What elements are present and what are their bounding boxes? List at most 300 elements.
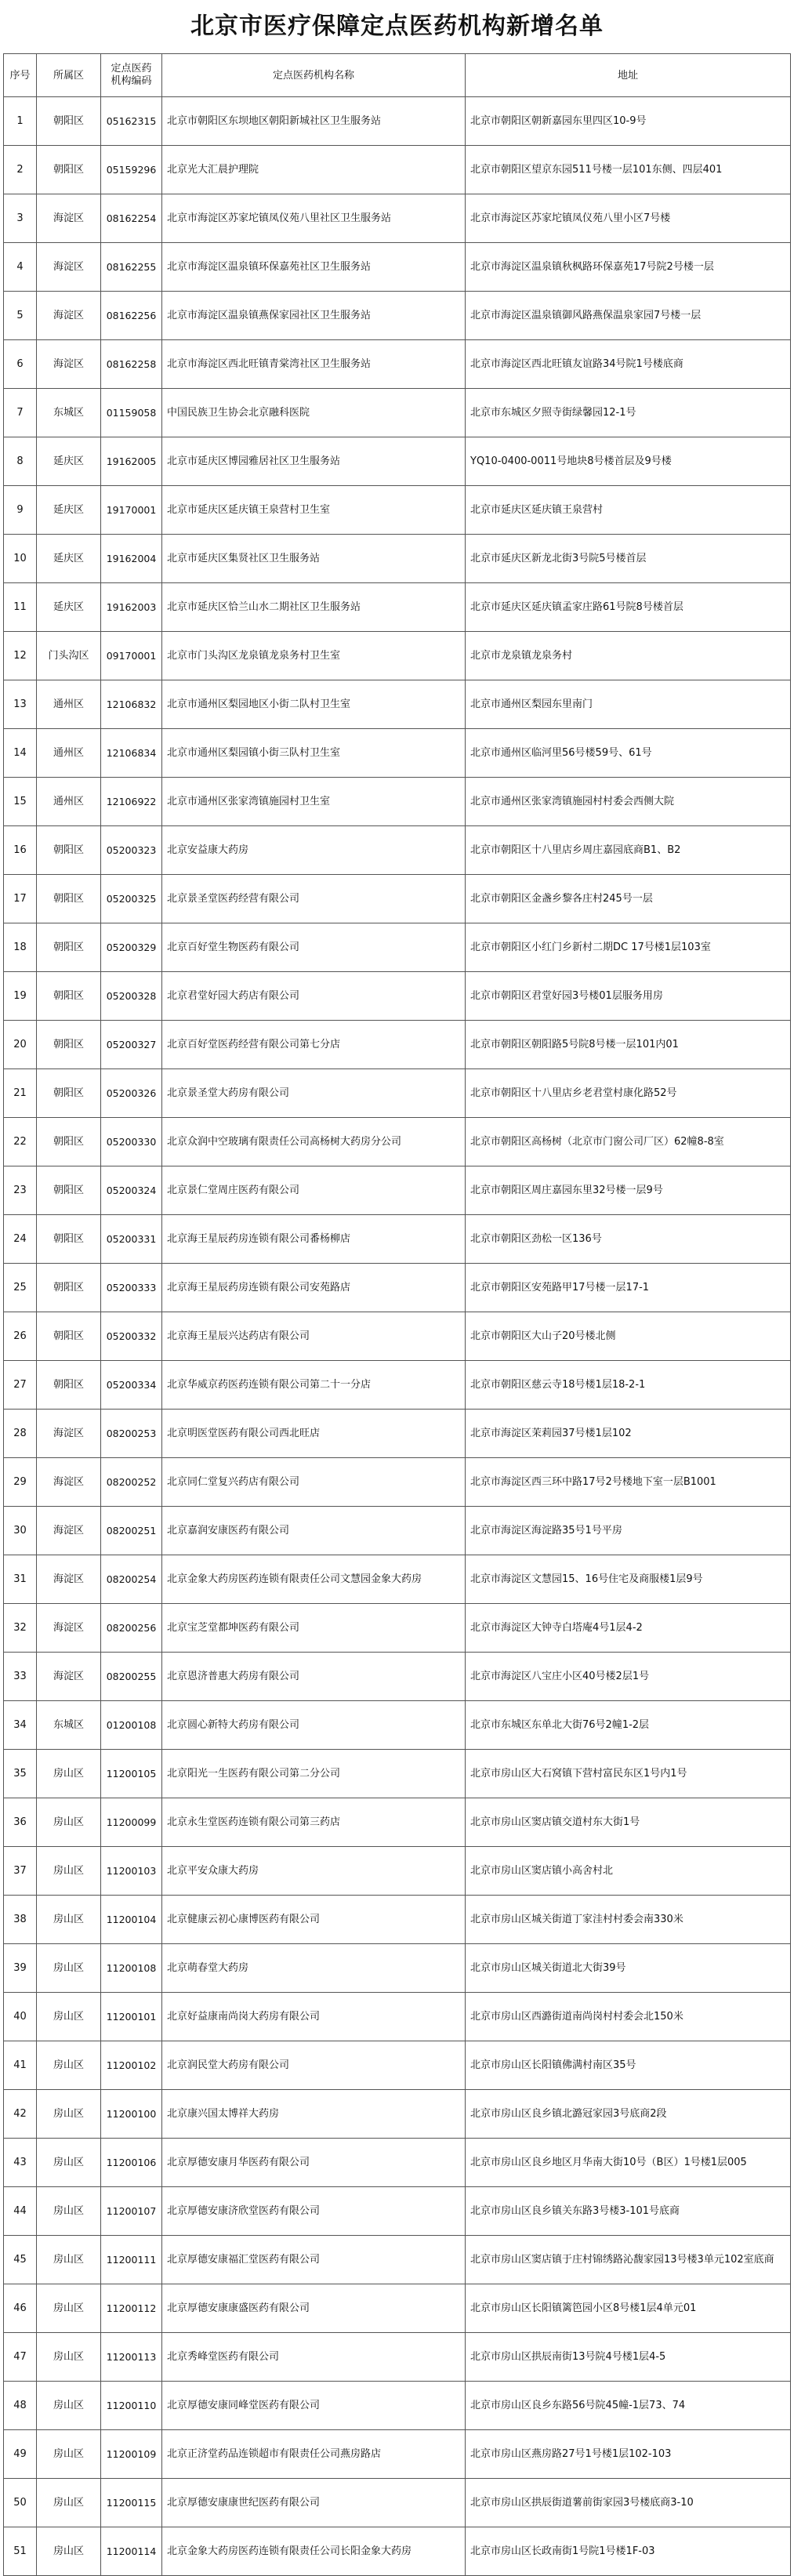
institution-code-cell: 11200106 bbox=[101, 2139, 162, 2187]
table-row bbox=[4, 2090, 791, 2139]
institution-name-cell: 北京市门头沟区龙泉镇龙泉务村卫生室 bbox=[162, 632, 466, 680]
institution-code-cell: 19162003 bbox=[101, 583, 162, 632]
table-body bbox=[4, 97, 791, 2576]
institution-code-cell: 11200115 bbox=[101, 2479, 162, 2527]
table-row bbox=[4, 1361, 791, 1410]
row-number-cell: 49 bbox=[4, 2430, 37, 2479]
institution-name-cell: 北京市朝阳区东坝地区朝阳新城社区卫生服务站 bbox=[162, 97, 466, 146]
row-number-cell: 2 bbox=[4, 146, 37, 194]
table-row bbox=[4, 1069, 791, 1118]
row-number-cell: 38 bbox=[4, 1896, 37, 1944]
institution-code-cell: 05200334 bbox=[101, 1361, 162, 1410]
district-cell: 朝阳区 bbox=[37, 1021, 101, 1069]
district-cell: 房山区 bbox=[37, 1993, 101, 2041]
district-cell: 房山区 bbox=[37, 2139, 101, 2187]
institution-code-cell: 11200113 bbox=[101, 2333, 162, 2382]
address-cell: 北京市朝阳区君堂好园3号楼01层服务用房 bbox=[466, 972, 791, 1021]
address-cell: 北京市房山区城关街道丁家洼村村委会南330米 bbox=[466, 1896, 791, 1944]
district-cell: 房山区 bbox=[37, 2479, 101, 2527]
address-cell: 北京市房山区燕房路27号1号楼1层102-103 bbox=[466, 2430, 791, 2479]
row-number-cell: 9 bbox=[4, 486, 37, 535]
address-cell: 北京市海淀区西北旺镇友谊路34号院1号楼底商 bbox=[466, 340, 791, 389]
district-cell: 朝阳区 bbox=[37, 1361, 101, 1410]
institution-code-cell: 11200099 bbox=[101, 1798, 162, 1847]
institution-code-cell: 08162258 bbox=[101, 340, 162, 389]
header-code bbox=[101, 54, 162, 97]
row-number-cell: 47 bbox=[4, 2333, 37, 2382]
table-row bbox=[4, 292, 791, 340]
district-cell: 东城区 bbox=[37, 389, 101, 437]
table-row bbox=[4, 729, 791, 778]
institution-code-cell: 08200254 bbox=[101, 1555, 162, 1604]
table-row bbox=[4, 972, 791, 1021]
address-cell: 北京市通州区梨园东里南门 bbox=[466, 680, 791, 729]
institution-name-cell: 北京厚德安康福汇堂医药有限公司 bbox=[162, 2236, 466, 2284]
institution-code-cell: 05200323 bbox=[101, 826, 162, 875]
institution-name-cell: 北京众润中空玻璃有限责任公司高杨树大药房分公司 bbox=[162, 1118, 466, 1166]
row-number-cell: 13 bbox=[4, 680, 37, 729]
institution-code-cell: 08162255 bbox=[101, 243, 162, 292]
institution-name-cell: 北京光大汇晨护理院 bbox=[162, 146, 466, 194]
institution-code-cell: 11200112 bbox=[101, 2284, 162, 2333]
table-row bbox=[4, 1215, 791, 1264]
institution-name-cell: 北京萌春堂大药房 bbox=[162, 1944, 466, 1993]
table-row bbox=[4, 632, 791, 680]
district-cell: 朝阳区 bbox=[37, 1166, 101, 1215]
institution-name-cell: 北京市通州区梨园地区小街二队村卫生室 bbox=[162, 680, 466, 729]
address-cell: 北京市房山区良乡地区月华南大街10号（B区）1号楼1层005 bbox=[466, 2139, 791, 2187]
institution-code-cell: 12106832 bbox=[101, 680, 162, 729]
address-cell: 北京市朝阳区慈云寺18号楼1层18-2-1 bbox=[466, 1361, 791, 1410]
district-cell: 通州区 bbox=[37, 778, 101, 826]
institution-code-cell: 11200101 bbox=[101, 1993, 162, 2041]
district-cell: 房山区 bbox=[37, 1896, 101, 1944]
address-cell: 北京市房山区窦店镇于庄村锦绣路沁馥家园13号楼3单元102室底商 bbox=[466, 2236, 791, 2284]
institution-name-cell: 北京金象大药房医药连锁有限责任公司文慧园金象大药房 bbox=[162, 1555, 466, 1604]
institution-name-cell: 北京好益康南尚岗大药房有限公司 bbox=[162, 1993, 466, 2041]
address-cell: 北京市房山区大石窝镇下营村富民东区1号内1号 bbox=[466, 1750, 791, 1798]
district-cell: 房山区 bbox=[37, 1944, 101, 1993]
institution-name-cell: 北京厚德安康月华医药有限公司 bbox=[162, 2139, 466, 2187]
institution-code-cell: 08200256 bbox=[101, 1604, 162, 1653]
address-cell: 北京市朝阳区朝新嘉园东里四区10-9号 bbox=[466, 97, 791, 146]
institution-name-cell: 北京市延庆区延庆镇王泉营村卫生室 bbox=[162, 486, 466, 535]
address-cell: 北京市通州区张家湾镇施园村村委会西侧大院 bbox=[466, 778, 791, 826]
district-cell: 朝阳区 bbox=[37, 972, 101, 1021]
table-row bbox=[4, 1701, 791, 1750]
institution-code-cell: 05200330 bbox=[101, 1118, 162, 1166]
district-cell: 朝阳区 bbox=[37, 875, 101, 923]
institution-code-cell: 05200326 bbox=[101, 1069, 162, 1118]
district-cell: 房山区 bbox=[37, 2333, 101, 2382]
institution-code-cell: 11200110 bbox=[101, 2382, 162, 2430]
institution-name-cell: 北京秀峰堂医药有限公司 bbox=[162, 2333, 466, 2382]
row-number-cell: 36 bbox=[4, 1798, 37, 1847]
row-number-cell: 18 bbox=[4, 923, 37, 972]
row-number-cell: 28 bbox=[4, 1410, 37, 1458]
row-number-cell: 46 bbox=[4, 2284, 37, 2333]
institution-code-cell: 11200105 bbox=[101, 1750, 162, 1798]
institution-name-cell: 北京宝芝堂都坤医药有限公司 bbox=[162, 1604, 466, 1653]
institution-name-cell: 北京嘉润安康医药有限公司 bbox=[162, 1507, 466, 1555]
institution-code-cell: 19170001 bbox=[101, 486, 162, 535]
institution-name-cell: 北京海王星辰药房连锁有限公司番杨柳店 bbox=[162, 1215, 466, 1264]
institution-code-cell: 05200327 bbox=[101, 1021, 162, 1069]
district-cell: 房山区 bbox=[37, 1798, 101, 1847]
table-row bbox=[4, 1410, 791, 1458]
address-cell: 北京市朝阳区大山子20号楼北侧 bbox=[466, 1312, 791, 1361]
row-number-cell: 25 bbox=[4, 1264, 37, 1312]
institution-name-cell: 北京同仁堂复兴药店有限公司 bbox=[162, 1458, 466, 1507]
district-cell: 朝阳区 bbox=[37, 1118, 101, 1166]
address-cell: 北京市朝阳区小红门乡新村二期DC 17号楼1层103室 bbox=[466, 923, 791, 972]
address-cell: 北京市海淀区海淀路35号1号平房 bbox=[466, 1507, 791, 1555]
header-district: 所属区 bbox=[37, 54, 101, 97]
address-cell: 北京市房山区良乡镇关东路3号楼3-101号底商 bbox=[466, 2187, 791, 2236]
table-row bbox=[4, 1458, 791, 1507]
district-cell: 通州区 bbox=[37, 680, 101, 729]
address-cell: 北京市房山区良乡东路56号院45幢-1层73、74 bbox=[466, 2382, 791, 2430]
row-number-cell: 22 bbox=[4, 1118, 37, 1166]
row-number-cell: 5 bbox=[4, 292, 37, 340]
address-cell: 北京市朝阳区周庄嘉园东里32号楼一层9号 bbox=[466, 1166, 791, 1215]
district-cell: 房山区 bbox=[37, 2382, 101, 2430]
institution-code-cell: 11200109 bbox=[101, 2430, 162, 2479]
table-row bbox=[4, 826, 791, 875]
institution-code-cell: 08200251 bbox=[101, 1507, 162, 1555]
row-number-cell: 35 bbox=[4, 1750, 37, 1798]
row-number-cell: 45 bbox=[4, 2236, 37, 2284]
table-row bbox=[4, 243, 791, 292]
address-cell: 北京市房山区窦店镇小高舍村北 bbox=[466, 1847, 791, 1896]
address-cell: 北京市房山区良乡镇北潞冠家园3号底商2段 bbox=[466, 2090, 791, 2139]
address-cell: 北京市房山区长阳镇篱笆园小区8号楼1层4单元01 bbox=[466, 2284, 791, 2333]
district-cell: 通州区 bbox=[37, 729, 101, 778]
address-cell: 北京市海淀区茉莉园37号楼1层102 bbox=[466, 1410, 791, 1458]
institution-code-cell: 11200103 bbox=[101, 1847, 162, 1896]
district-cell: 海淀区 bbox=[37, 1507, 101, 1555]
address-cell: 北京市东城区夕照寺街绿馨园12-1号 bbox=[466, 389, 791, 437]
table-row bbox=[4, 1604, 791, 1653]
institution-name-cell: 北京正济堂药品连锁超市有限责任公司燕房路店 bbox=[162, 2430, 466, 2479]
address-cell: 北京市房山区长阳镇佛满村南区35号 bbox=[466, 2041, 791, 2090]
institution-code-cell: 01159058 bbox=[101, 389, 162, 437]
row-number-cell: 29 bbox=[4, 1458, 37, 1507]
institution-name-cell: 北京市通州区张家湾镇施园村卫生室 bbox=[162, 778, 466, 826]
institution-code-cell: 08162256 bbox=[101, 292, 162, 340]
row-number-cell: 12 bbox=[4, 632, 37, 680]
table-row bbox=[4, 1653, 791, 1701]
institution-code-cell: 05200333 bbox=[101, 1264, 162, 1312]
address-cell: 北京市延庆区新龙北街3号院5号楼首层 bbox=[466, 535, 791, 583]
institution-code-cell: 05200325 bbox=[101, 875, 162, 923]
institution-name-cell: 北京金象大药房医药连锁有限责任公司长阳金象大药房 bbox=[162, 2527, 466, 2576]
address-cell: 北京市朝阳区望京东园511号楼一层101东侧、四层401 bbox=[466, 146, 791, 194]
district-cell: 海淀区 bbox=[37, 1604, 101, 1653]
institution-code-cell: 01200108 bbox=[101, 1701, 162, 1750]
institution-name-cell: 北京海王星辰药房连锁有限公司安苑路店 bbox=[162, 1264, 466, 1312]
district-cell: 海淀区 bbox=[37, 1555, 101, 1604]
district-cell: 海淀区 bbox=[37, 1458, 101, 1507]
address-cell: 北京市房山区城关街道北大街39号 bbox=[466, 1944, 791, 1993]
address-cell: 北京市朝阳区十八里店乡周庄嘉园底商B1、B2 bbox=[466, 826, 791, 875]
row-number-cell: 50 bbox=[4, 2479, 37, 2527]
row-number-cell: 19 bbox=[4, 972, 37, 1021]
header-name: 定点医药机构名称 bbox=[162, 54, 466, 97]
institution-name-cell: 北京景仁堂周庄医药有限公司 bbox=[162, 1166, 466, 1215]
institution-name-cell: 北京明医堂医药有限公司西北旺店 bbox=[162, 1410, 466, 1458]
address-cell: 北京市房山区窦店镇交道村东大街1号 bbox=[466, 1798, 791, 1847]
table-header bbox=[4, 54, 791, 97]
institution-name-cell: 北京恩济普惠大药房有限公司 bbox=[162, 1653, 466, 1701]
district-cell: 海淀区 bbox=[37, 194, 101, 243]
row-number-cell: 31 bbox=[4, 1555, 37, 1604]
institution-name-cell: 北京市延庆区恰兰山水二期社区卫生服务站 bbox=[162, 583, 466, 632]
table-row bbox=[4, 437, 791, 486]
table-row bbox=[4, 2139, 791, 2187]
district-cell: 房山区 bbox=[37, 1750, 101, 1798]
address-cell: 北京市海淀区文慧园15、16号住宅及商服楼1层9号 bbox=[466, 1555, 791, 1604]
table-row bbox=[4, 2041, 791, 2090]
row-number-cell: 17 bbox=[4, 875, 37, 923]
institution-name-cell: 中国民族卫生协会北京融科医院 bbox=[162, 389, 466, 437]
row-number-cell: 40 bbox=[4, 1993, 37, 2041]
district-cell: 海淀区 bbox=[37, 340, 101, 389]
institution-name-cell: 北京健康云初心康博医药有限公司 bbox=[162, 1896, 466, 1944]
document-title: 北京市医疗保障定点医药机构新增名单 bbox=[190, 13, 604, 40]
institution-name-cell: 北京厚德安康康盛医药有限公司 bbox=[162, 2284, 466, 2333]
row-number-cell: 24 bbox=[4, 1215, 37, 1264]
address-cell: 北京市房山区拱辰南街13号院4号楼1层4-5 bbox=[466, 2333, 791, 2382]
institution-code-cell: 11200114 bbox=[101, 2527, 162, 2576]
row-number-cell: 14 bbox=[4, 729, 37, 778]
table-row bbox=[4, 1507, 791, 1555]
table-row bbox=[4, 1264, 791, 1312]
institution-name-cell: 北京安益康大药房 bbox=[162, 826, 466, 875]
row-number-cell: 34 bbox=[4, 1701, 37, 1750]
address-cell: 北京市海淀区大钟寺白塔庵4号1层4-2 bbox=[466, 1604, 791, 1653]
table-row bbox=[4, 486, 791, 535]
district-cell: 海淀区 bbox=[37, 243, 101, 292]
table-row bbox=[4, 2236, 791, 2284]
district-cell: 东城区 bbox=[37, 1701, 101, 1750]
row-number-cell: 16 bbox=[4, 826, 37, 875]
address-cell: 北京市朝阳区金盏乡黎各庄村245号一层 bbox=[466, 875, 791, 923]
table-row bbox=[4, 923, 791, 972]
institution-name-cell: 北京平安众康大药房 bbox=[162, 1847, 466, 1896]
institution-name-cell: 北京百好堂医药经营有限公司第七分店 bbox=[162, 1021, 466, 1069]
institution-name-cell: 北京市海淀区温泉镇燕保家园社区卫生服务站 bbox=[162, 292, 466, 340]
district-cell: 延庆区 bbox=[37, 535, 101, 583]
row-number-cell: 11 bbox=[4, 583, 37, 632]
address-cell: 北京市房山区西潞街道南尚岗村村委会北150米 bbox=[466, 1993, 791, 2041]
institution-name-cell: 北京景圣堂大药房有限公司 bbox=[162, 1069, 466, 1118]
institution-name-cell: 北京华威京药医药连锁有限公司第二十一分店 bbox=[162, 1361, 466, 1410]
institution-name-cell: 北京市海淀区西北旺镇青棠湾社区卫生服务站 bbox=[162, 340, 466, 389]
address-cell: 北京市朝阳区高杨树（北京市门窗公司厂区）62幢8-8室 bbox=[466, 1118, 791, 1166]
district-cell: 房山区 bbox=[37, 2041, 101, 2090]
address-cell: 北京市房山区拱辰街道薯前街家园3号楼底商3-10 bbox=[466, 2479, 791, 2527]
row-number-cell: 8 bbox=[4, 437, 37, 486]
table-row bbox=[4, 1944, 791, 1993]
institution-name-cell: 北京市延庆区博园雅居社区卫生服务站 bbox=[162, 437, 466, 486]
district-cell: 延庆区 bbox=[37, 486, 101, 535]
address-cell: 北京市海淀区西三环中路17号2号楼地下室一层B1001 bbox=[466, 1458, 791, 1507]
institution-code-cell: 11200108 bbox=[101, 1944, 162, 1993]
table-row bbox=[4, 340, 791, 389]
institution-code-cell: 08200253 bbox=[101, 1410, 162, 1458]
table-row bbox=[4, 1750, 791, 1798]
institution-name-cell: 北京厚德安康康世纪医药有限公司 bbox=[162, 2479, 466, 2527]
institution-code-cell: 11200102 bbox=[101, 2041, 162, 2090]
institution-name-cell: 北京阳光一生医药有限公司第二分公司 bbox=[162, 1750, 466, 1798]
institution-code-cell: 12106834 bbox=[101, 729, 162, 778]
table-row bbox=[4, 2382, 791, 2430]
institution-name-cell: 北京康兴国太博祥大药房 bbox=[162, 2090, 466, 2139]
institution-name-cell: 北京厚德安康济欣堂医药有限公司 bbox=[162, 2187, 466, 2236]
institution-code-cell: 08200255 bbox=[101, 1653, 162, 1701]
table-row bbox=[4, 1555, 791, 1604]
address-cell: 北京市朝阳区朝阳路5号院8号楼一层101内01 bbox=[466, 1021, 791, 1069]
table-row bbox=[4, 2284, 791, 2333]
institution-code-cell: 09170001 bbox=[101, 632, 162, 680]
row-number-cell: 43 bbox=[4, 2139, 37, 2187]
table-row bbox=[4, 194, 791, 243]
row-number-cell: 6 bbox=[4, 340, 37, 389]
table-row bbox=[4, 1312, 791, 1361]
row-number-cell: 42 bbox=[4, 2090, 37, 2139]
table-row bbox=[4, 1021, 791, 1069]
row-number-cell: 10 bbox=[4, 535, 37, 583]
institution-name-cell: 北京圆心新特大药房有限公司 bbox=[162, 1701, 466, 1750]
address-cell: 北京市朝阳区安苑路甲17号楼一层17-1 bbox=[466, 1264, 791, 1312]
institution-code-cell: 19162004 bbox=[101, 535, 162, 583]
row-number-cell: 4 bbox=[4, 243, 37, 292]
row-number-cell: 3 bbox=[4, 194, 37, 243]
table-row bbox=[4, 2187, 791, 2236]
institution-code-cell: 05200324 bbox=[101, 1166, 162, 1215]
institution-code-cell: 05200331 bbox=[101, 1215, 162, 1264]
table-row bbox=[4, 1798, 791, 1847]
district-cell: 朝阳区 bbox=[37, 1312, 101, 1361]
institution-code-cell: 05162315 bbox=[101, 97, 162, 146]
row-number-cell: 20 bbox=[4, 1021, 37, 1069]
institution-code-cell: 05159296 bbox=[101, 146, 162, 194]
institution-name-cell: 北京市通州区梨园镇小街三队村卫生室 bbox=[162, 729, 466, 778]
table-row bbox=[4, 1118, 791, 1166]
institution-code-cell: 11200111 bbox=[101, 2236, 162, 2284]
row-number-cell: 51 bbox=[4, 2527, 37, 2576]
table-row bbox=[4, 2479, 791, 2527]
address-cell: 北京市龙泉镇龙泉务村 bbox=[466, 632, 791, 680]
district-cell: 房山区 bbox=[37, 2527, 101, 2576]
institution-code-cell: 05200328 bbox=[101, 972, 162, 1021]
table-row bbox=[4, 146, 791, 194]
district-cell: 朝阳区 bbox=[37, 923, 101, 972]
district-cell: 朝阳区 bbox=[37, 1069, 101, 1118]
row-number-cell: 39 bbox=[4, 1944, 37, 1993]
row-number-cell: 27 bbox=[4, 1361, 37, 1410]
institution-code-cell: 05200329 bbox=[101, 923, 162, 972]
address-cell: 北京市房山区长政南街1号院1号楼1F-03 bbox=[466, 2527, 791, 2576]
address-cell: 北京市东城区东单北大街76号2幢1-2层 bbox=[466, 1701, 791, 1750]
header-address: 地址 bbox=[466, 54, 791, 97]
institution-name-cell: 北京百好堂生物医药有限公司 bbox=[162, 923, 466, 972]
institution-code-cell: 08200252 bbox=[101, 1458, 162, 1507]
institution-name-cell: 北京君堂好园大药店有限公司 bbox=[162, 972, 466, 1021]
institution-name-cell: 北京市海淀区苏家坨镇凤仪苑八里社区卫生服务站 bbox=[162, 194, 466, 243]
address-cell: 北京市延庆区延庆镇王泉营村 bbox=[466, 486, 791, 535]
institution-table bbox=[3, 53, 791, 2576]
institution-code-cell: 08162254 bbox=[101, 194, 162, 243]
row-number-cell: 21 bbox=[4, 1069, 37, 1118]
table-row bbox=[4, 1896, 791, 1944]
row-number-cell: 37 bbox=[4, 1847, 37, 1896]
institution-code-cell: 11200107 bbox=[101, 2187, 162, 2236]
district-cell: 房山区 bbox=[37, 2284, 101, 2333]
table-row bbox=[4, 1993, 791, 2041]
district-cell: 门头沟区 bbox=[37, 632, 101, 680]
institution-code-cell: 12106922 bbox=[101, 778, 162, 826]
address-cell: 北京市朝阳区劲松一区136号 bbox=[466, 1215, 791, 1264]
row-number-cell: 23 bbox=[4, 1166, 37, 1215]
table-row bbox=[4, 2333, 791, 2382]
district-cell: 延庆区 bbox=[37, 437, 101, 486]
institution-name-cell: 北京海王星辰兴达药店有限公司 bbox=[162, 1312, 466, 1361]
row-number-cell: 26 bbox=[4, 1312, 37, 1361]
district-cell: 房山区 bbox=[37, 1847, 101, 1896]
table-row bbox=[4, 2430, 791, 2479]
institution-name-cell: 北京景圣堂医药经营有限公司 bbox=[162, 875, 466, 923]
table-row bbox=[4, 1166, 791, 1215]
district-cell: 延庆区 bbox=[37, 583, 101, 632]
row-number-cell: 30 bbox=[4, 1507, 37, 1555]
table-row bbox=[4, 97, 791, 146]
institution-name-cell: 北京润民堂大药房有限公司 bbox=[162, 2041, 466, 2090]
address-cell: YQ10-0400-0011号地块8号楼首层及9号楼 bbox=[466, 437, 791, 486]
row-number-cell: 48 bbox=[4, 2382, 37, 2430]
header-no: 序号 bbox=[4, 54, 37, 97]
district-cell: 朝阳区 bbox=[37, 1215, 101, 1264]
district-cell: 房山区 bbox=[37, 2430, 101, 2479]
district-cell: 海淀区 bbox=[37, 1410, 101, 1458]
table-row bbox=[4, 778, 791, 826]
table-row bbox=[4, 535, 791, 583]
table-row bbox=[4, 1847, 791, 1896]
district-cell: 朝阳区 bbox=[37, 826, 101, 875]
row-number-cell: 41 bbox=[4, 2041, 37, 2090]
row-number-cell: 15 bbox=[4, 778, 37, 826]
table-row bbox=[4, 680, 791, 729]
row-number-cell: 1 bbox=[4, 97, 37, 146]
district-cell: 海淀区 bbox=[37, 292, 101, 340]
district-cell: 房山区 bbox=[37, 2187, 101, 2236]
institution-name-cell: 北京市延庆区集贤社区卫生服务站 bbox=[162, 535, 466, 583]
institution-name-cell: 北京市海淀区温泉镇环保嘉苑社区卫生服务站 bbox=[162, 243, 466, 292]
header-row bbox=[4, 54, 791, 97]
address-cell: 北京市延庆区延庆镇孟家庄路61号院8号楼首层 bbox=[466, 583, 791, 632]
district-cell: 海淀区 bbox=[37, 1653, 101, 1701]
address-cell: 北京市海淀区八宝庄小区40号楼2层1号 bbox=[466, 1653, 791, 1701]
address-cell: 北京市海淀区苏家坨镇凤仪苑八里小区7号楼 bbox=[466, 194, 791, 243]
address-cell: 北京市通州区临河里56号楼59号、61号 bbox=[466, 729, 791, 778]
district-cell: 朝阳区 bbox=[37, 97, 101, 146]
district-cell: 朝阳区 bbox=[37, 146, 101, 194]
table-row bbox=[4, 583, 791, 632]
table-row bbox=[4, 2527, 791, 2576]
row-number-cell: 32 bbox=[4, 1604, 37, 1653]
header-code-text: 定点医药 机构编码 bbox=[111, 63, 152, 87]
